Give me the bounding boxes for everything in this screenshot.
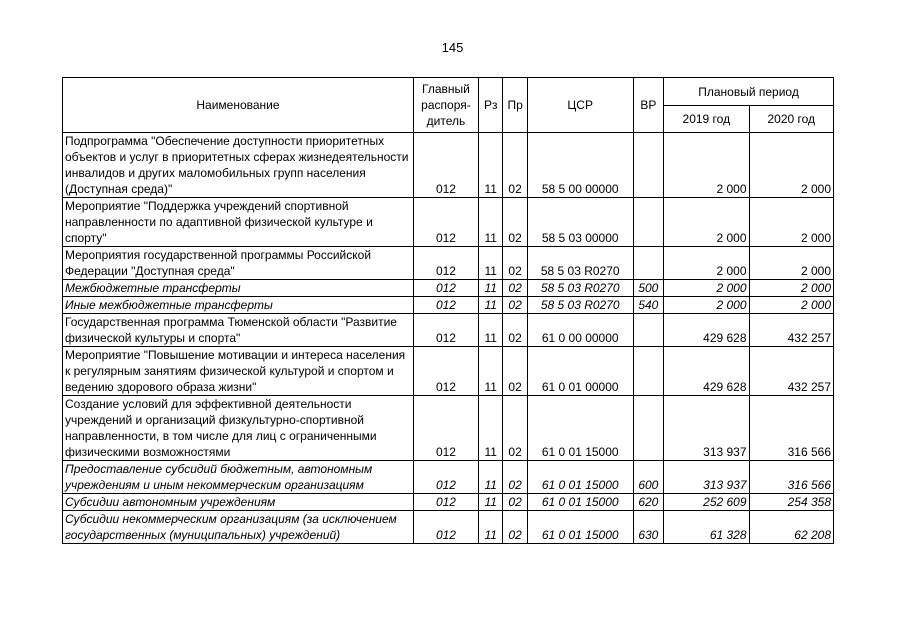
row-pr: 02 (503, 297, 527, 314)
row-csr: 61 0 01 15000 (527, 396, 633, 461)
header-planned: Плановый период (664, 78, 834, 106)
header-name: Наименование (63, 78, 414, 133)
row-glav: 012 (413, 396, 478, 461)
row-pr: 02 (503, 280, 527, 297)
row-rz: 11 (479, 396, 503, 461)
table-row (63, 494, 834, 511)
row-name: Субсидии автономным учреждениям (63, 494, 414, 511)
row-2020: 316 566 (749, 461, 833, 494)
row-vr (633, 314, 664, 347)
row-2019: 429 628 (664, 347, 749, 396)
row-2020: 2 000 (749, 198, 833, 247)
row-rz: 11 (479, 297, 503, 314)
row-vr (633, 198, 664, 247)
table-row (63, 198, 834, 247)
row-rz: 11 (479, 347, 503, 396)
row-csr: 58 5 03 R0270 (527, 247, 633, 280)
row-2020: 316 566 (749, 396, 833, 461)
row-rz: 11 (479, 198, 503, 247)
budget-table (62, 77, 834, 544)
row-rz: 11 (479, 280, 503, 297)
row-csr: 61 0 01 00000 (527, 347, 633, 396)
table-row (63, 297, 834, 314)
header-2019: 2019 год (664, 106, 749, 133)
row-2019: 313 937 (664, 461, 749, 494)
row-name: Государственная программа Тюменской области "Развитие физической культуры и спорта" (63, 314, 414, 347)
table-row (63, 314, 834, 347)
row-vr (633, 396, 664, 461)
row-vr (633, 247, 664, 280)
row-2019: 2 000 (664, 297, 749, 314)
row-2020: 432 257 (749, 314, 833, 347)
table-row (63, 347, 834, 396)
row-csr: 58 5 03 R0270 (527, 297, 633, 314)
row-name: Мероприятие "Повышение мотивации и интереса населения к регулярным занятиям физической культурой и спортом и ведению здорового образа жизни" (63, 347, 414, 396)
row-2020: 2 000 (749, 133, 833, 198)
row-glav: 012 (413, 280, 478, 297)
row-name: Предоставление субсидий бюджетным, автономным учреждениям и иным некоммерческим организациям (63, 461, 414, 494)
header-pr: Пр (503, 78, 527, 133)
row-pr: 02 (503, 494, 527, 511)
table-row (63, 396, 834, 461)
row-glav: 012 (413, 494, 478, 511)
header-glav-line3: дитель (426, 114, 466, 128)
row-name: Создание условий для эффективной деятельности учреждений и организаций физкультурно-спортивной направленности, в том числе для лиц с ограниченными физическими возможностями (63, 396, 414, 461)
row-csr: 58 5 00 00000 (527, 133, 633, 198)
row-2019: 429 628 (664, 314, 749, 347)
row-rz: 11 (479, 314, 503, 347)
row-pr: 02 (503, 511, 527, 544)
header-csr: ЦСР (527, 78, 633, 133)
row-vr (633, 347, 664, 396)
table-row (63, 133, 834, 198)
header-glav (413, 78, 478, 133)
row-name: Иные межбюджетные трансферты (63, 297, 414, 314)
row-rz: 11 (479, 494, 503, 511)
row-2019: 2 000 (664, 280, 749, 297)
row-vr: 500 (633, 280, 664, 297)
row-glav: 012 (413, 347, 478, 396)
row-pr: 02 (503, 314, 527, 347)
row-csr: 61 0 01 15000 (527, 511, 633, 544)
row-rz: 11 (479, 247, 503, 280)
row-csr: 61 0 01 15000 (527, 494, 633, 511)
row-rz: 11 (479, 461, 503, 494)
row-csr: 61 0 01 15000 (527, 461, 633, 494)
header-vr: ВР (633, 78, 664, 133)
row-glav: 012 (413, 133, 478, 198)
row-pr: 02 (503, 347, 527, 396)
row-2020: 2 000 (749, 280, 833, 297)
row-pr: 02 (503, 133, 527, 198)
row-name: Мероприятия государственной программы Российской Федерации "Доступная среда" (63, 247, 414, 280)
header-2020: 2020 год (749, 106, 833, 133)
row-rz: 11 (479, 511, 503, 544)
row-pr: 02 (503, 396, 527, 461)
table-row (63, 461, 834, 494)
header-glav-line1: Главный (422, 82, 470, 96)
row-vr: 600 (633, 461, 664, 494)
row-2019: 2 000 (664, 133, 749, 198)
row-2020: 62 208 (749, 511, 833, 544)
page-number: 145 (441, 40, 464, 55)
row-glav: 012 (413, 198, 478, 247)
row-csr: 58 5 03 00000 (527, 198, 633, 247)
row-2019: 2 000 (664, 198, 749, 247)
row-2020: 254 358 (749, 494, 833, 511)
row-name: Мероприятие "Поддержка учреждений спортивной направленности по адаптивной физической культуре и спорту" (63, 198, 414, 247)
row-glav: 012 (413, 461, 478, 494)
row-vr: 630 (633, 511, 664, 544)
row-csr: 58 5 03 R0270 (527, 280, 633, 297)
row-vr: 620 (633, 494, 664, 511)
header-rz: Рз (479, 78, 503, 133)
row-2019: 2 000 (664, 247, 749, 280)
row-pr: 02 (503, 461, 527, 494)
row-2020: 432 257 (749, 347, 833, 396)
table-row (63, 247, 834, 280)
row-glav: 012 (413, 511, 478, 544)
row-2019: 61 328 (664, 511, 749, 544)
row-2020: 2 000 (749, 297, 833, 314)
row-2019: 313 937 (664, 396, 749, 461)
row-glav: 012 (413, 247, 478, 280)
table-body (63, 133, 834, 544)
row-csr: 61 0 00 00000 (527, 314, 633, 347)
row-pr: 02 (503, 247, 527, 280)
row-glav: 012 (413, 297, 478, 314)
row-pr: 02 (503, 198, 527, 247)
row-2020: 2 000 (749, 247, 833, 280)
table-row (63, 511, 834, 544)
row-vr (633, 133, 664, 198)
row-2019: 252 609 (664, 494, 749, 511)
row-vr: 540 (633, 297, 664, 314)
header-glav-line2: распоря- (421, 98, 471, 112)
row-name: Межбюджетные трансферты (63, 280, 414, 297)
table-row (63, 280, 834, 297)
row-glav: 012 (413, 314, 478, 347)
row-name: Подпрограмма "Обеспечение доступности приоритетных объектов и услуг в приоритетных сферах жизнедеятельности инвалидов и других маломобильных групп населения (Доступная среда)" (63, 133, 414, 198)
row-name: Субсидии некоммерческим организациям (за исключением государственных (муниципальных) учреждений) (63, 511, 414, 544)
row-rz: 11 (479, 133, 503, 198)
